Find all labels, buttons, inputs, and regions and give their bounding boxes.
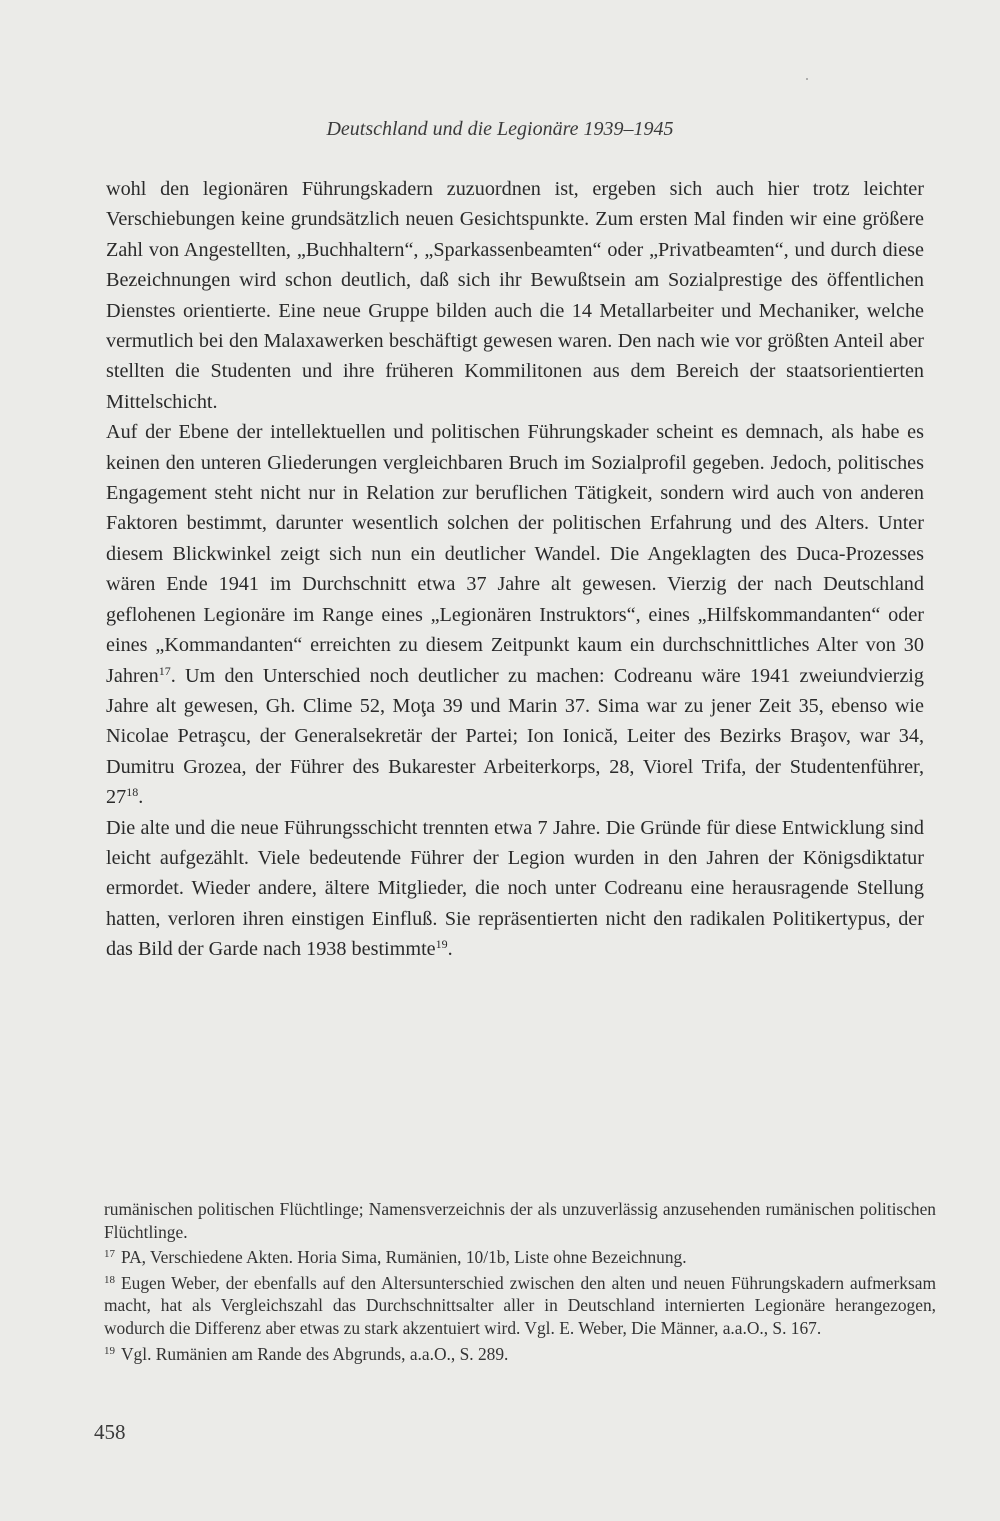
- footnote-ref-18: 18: [126, 785, 139, 800]
- dust-speck: [806, 78, 808, 80]
- paragraph-2: Auf der Ebene der intellektuellen und politischen Führungskader scheint es demnach, als habe es keinen den unteren Gliederungen vergleichbaren Bruch im Sozialprofil gegeben. Jedoch, politisches Engagement steht nicht nur in Relation zur beruflichen Tätigkeit, sondern wird auch von anderen Faktoren bestimmt, darunter wesentlich solchen der politischen Erfahrung und des Alters. Unter diesem Blickwinkel zeigt sich nun ein deutlicher Wandel. Die Angeklagten des Duca-Prozesses wären Ende 1941 im Durchschnitt etwa 37 Jahre alt gewesen. Vierzig der nach Deutschland geflohenen Legionäre im Range eines „Legionären Instruktors“, eines „Hilfskommandanten“ oder eines „Kommandanten“ erreichten zu diesem Zeitpunkt kaum ein durchschnittliches Alter von 30 Jahren$^{17}$. Um den Unterschied noch deutlicher zu machen: Codreanu wäre 1941 zweiundvierzig Jahre alt gewesen, Gh. Clime 52, Moţa 39 und Marin 37. Sima war zu jener Zeit 35, ebenso wie Nicolae Petraşcu, der Generalsekretär der Partei; Ion Ionică, Leiter des Bezirks Braşov, war 34, Dumitru Grozea, der Führer des Bukarester Arbeiterkorps, 28, Viorel Trifa, der Studentenführer, $27^{18}$.: [106, 421, 924, 809]
- footnote-continued: rumänischen politischen Flüchtlinge; Namensverzeichnis der als unzuverlässig anzusehenden rumänischen politischen Flüchtlinge.: [104, 1199, 936, 1242]
- footnote-ref-19: 19: [435, 937, 448, 952]
- footnote-18: $^{18}$ Eugen Weber, der ebenfalls auf den Altersunterschied zwischen den alten und neuen Führungskadern aufmerksam macht, hat als Vergleichszahl das Durchschnittsalter aller in Deutschland internierten Legionäre herangezogen, wodurch die Differenz aber etwas zu stark akzentuiert wird. Vgl. E. Weber, Die Männer, a.a.O., S. 167.: [104, 1272, 936, 1338]
- footnote-19: $^{19}$ Vgl. Rumänien am Rande des Abgrunds, a.a.O., S. 289.: [104, 1343, 509, 1364]
- paragraph-1: wohl den legionären Führungskadern zuzuordnen ist, ergeben sich auch hier trotz leichter Verschiebungen keine grundsätzlich neuen Gesichtspunkte. Zum ersten Mal finden wir eine größere Zahl von Angestellten, „Buchhaltern“, „Sparkassenbeamten“ oder „Privatbeamten“, und durch diese Bezeichnungen wird schon deutlich, daß sich ihr Bewußtsein am Sozialprestige des öffentlichen Dienstes orientierte. Eine neue Gruppe bilden auch die 14 Metallarbeiter und Mechaniker, welche vermutlich bei den Malaxawerken beschäftigt gewesen waren. Den nach wie vor größten Anteil aber stellten die Studenten und ihre früheren Kommilitonen aus dem Bereich der staatsorientierten Mittelschicht.: [106, 178, 924, 413]
- footnotes: [104, 1198, 936, 1365]
- page-number: 458: [94, 1420, 126, 1444]
- running-head: Deutschland und die Legionäre 1939–1945: [326, 118, 674, 140]
- paragraph-3: Die alte und die neue Führungsschicht trennten etwa 7 Jahre. Die Gründe für diese Entwicklung sind leicht aufgezählt. Viele bedeutende Führer der Legion wurden in den Jahren der Königsdiktatur ermordet. Wieder andere, ältere Mitglieder, die noch unter Codreanu eine herausragende Stellung hatten, verloren ihren einstigen Einfluß. Sie repräsentierten nicht den radikalen Politikertypus, der das Bild der Garde nach 1938 bestimmte$^{19}$.: [106, 816, 924, 961]
- footnote-ref-17: 17: [158, 663, 171, 678]
- footnote-17: $^{17}$ PA, Verschiedene Akten. Horia Sima, Rumänien, 10/1b, Liste ohne Bezeichnung.: [104, 1247, 687, 1268]
- main-text: [106, 174, 924, 965]
